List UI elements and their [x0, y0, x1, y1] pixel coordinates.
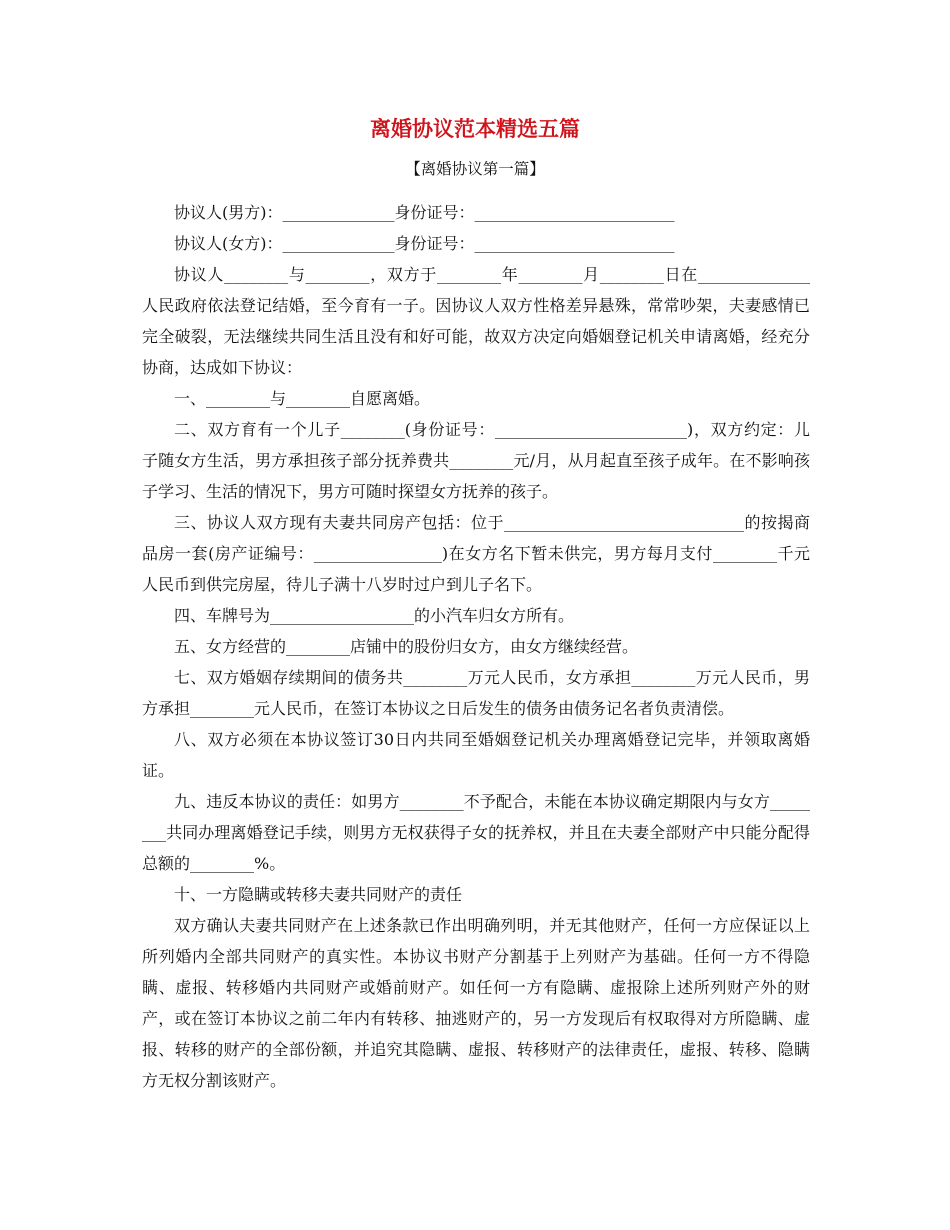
clause-9: 九、违反本协议的责任：如男方________不予配合，未能在本协议确定期限内与女方________共同办理离婚登记手续，则男方无权获得子女的抚养权，并且在夫妻全部财产中只能分配得总额的________%。 [142, 792, 810, 873]
section-heading: 【离婚协议第一篇】 [405, 160, 545, 178]
clause-8: 八、双方必须在本协议签订30日内共同至婚姻登记机关办理离婚登记完毕，并领取离婚证。 [142, 730, 810, 780]
document-title: 离婚协议范本精选五篇 [370, 117, 580, 141]
clause-10-heading: 十、一方隐瞒或转移夫妻共同财产的责任 [174, 885, 463, 904]
clause-3: 三、协议人双方现有夫妻共同房产包括：位于______________________________的按揭商品房一套(房产证编号：________________)在女方名下暂未供完，男方每月支付________千元人民币到供完房屋，待儿子满十八岁时过户到儿子名下。 [142, 513, 810, 594]
preamble-paragraph: 协议人________与________，双方于________年________月________日在______________人民政府依法登记结婚，至今育有一子。因协议人双方性格差异悬殊，常常吵架，夫妻感情已完全破裂，无法继续共同生活且没有和好可能，故双方决定向婚姻登记机关申请离婚，经充分协商，达成如下协议： [142, 265, 810, 377]
female-party-line: 协议人(女方)：______________身份证号：_________________________ [174, 234, 675, 253]
clause-10-body: 双方确认夫妻共同财产在上述条款已作出明确列明，并无其他财产，任何一方应保证以上所列婚内全部共同财产的真实性。本协议书财产分割基于上列财产为基础。任何一方不得隐瞒、虚报、转移婚内共同财产或婚前财产。如任何一方有隐瞒、虚报除上述所列财产外的财产，或在签订本协议之前二年内有转移、抽逃财产的，另一方发现后有权取得对方所隐瞒、虚报、转移的财产的全部份额，并追究其隐瞒、虚报、转移财产的法律责任，虚报、转移、隐瞒方无权分割该财产。 [142, 916, 810, 1090]
clause-7: 七、双方婚姻存续期间的债务共________万元人民币，女方承担________万元人民币，男方承担________元人民币，在签订本协议之日后发生的债务由债务记名者负责清偿。 [142, 668, 810, 718]
clause-1: 一、________与________自愿离婚。 [174, 389, 431, 408]
clause-5: 五、女方经营的________店铺中的股份归女方，由女方继续经营。 [174, 637, 639, 656]
clause-4: 四、车牌号为__________________的小汽车归女方所有。 [174, 606, 575, 625]
clause-2: 二、双方育有一个儿子________(身份证号：________________________)，双方约定：儿子随女方生活，男方承担孩子部分抚养费共________元/月，从月起直至孩子成年。在不影响孩子学习、生活的情况下，男方可随时探望女方抚养的孩子。 [142, 420, 810, 501]
male-party-line: 协议人(男方)：______________身份证号：_________________________ [174, 203, 675, 222]
document-body [142, 197, 810, 1096]
